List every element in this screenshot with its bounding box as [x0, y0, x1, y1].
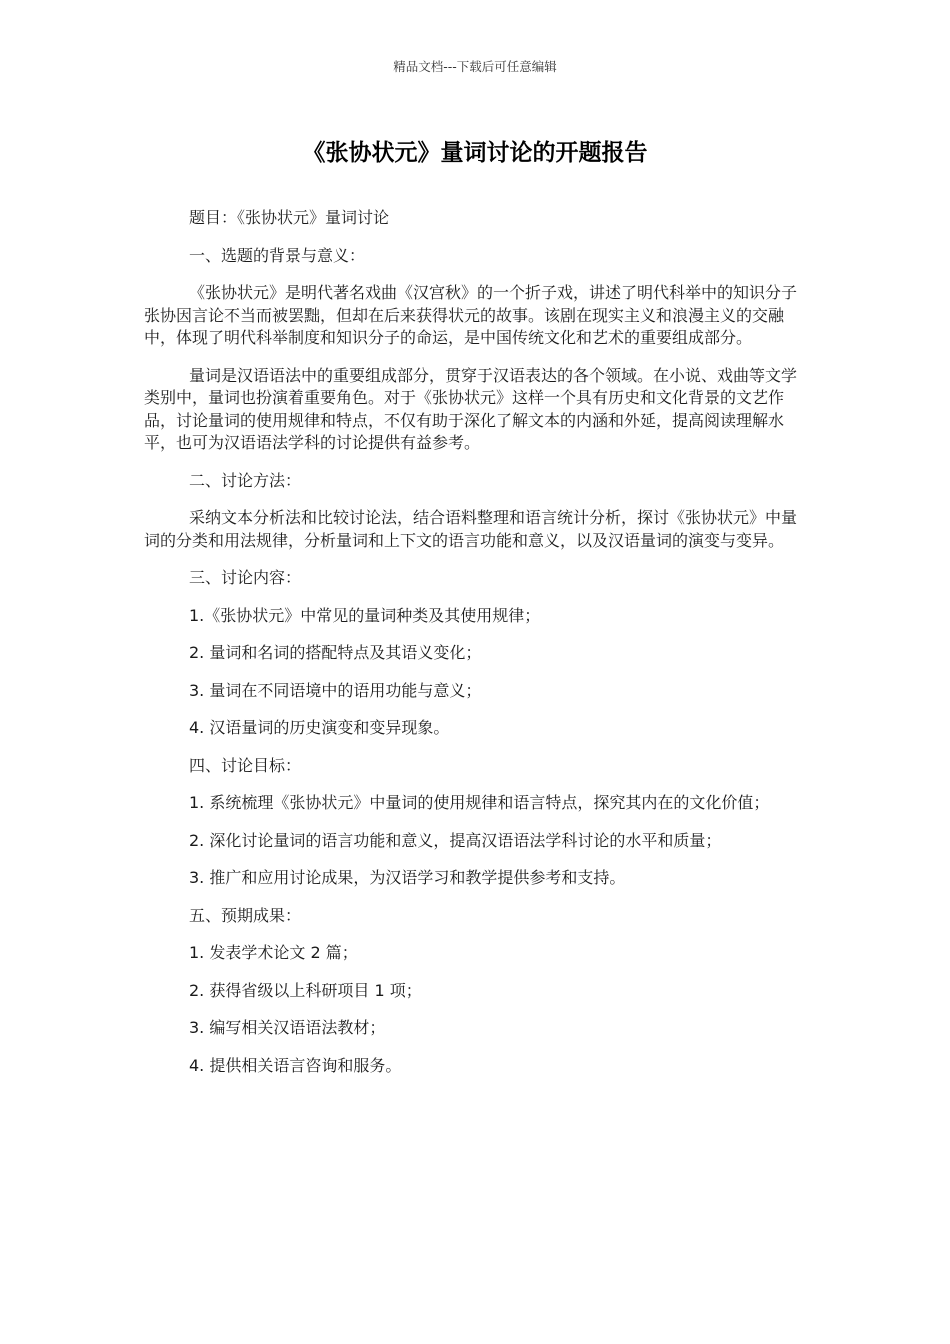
list-item: 3. 编写相关汉语语法教材； — [189, 1018, 386, 1037]
paragraph-background: 《张协状元》是明代著名戏曲《汉宫秋》的一个折子戏，讲述了明代科举中的知识分子张协因言论不当而被罢黜，但却在后来获得状元的故事。该剧在现实主义和浪漫主义的交融中，体现了明代科举制度和知识分子的命运，是中国传统文化和艺术的重要组成部分。 — [144, 283, 798, 347]
list-item: 4. 汉语量词的历史演变和变异现象。 — [189, 718, 450, 737]
paragraph-method: 采纳文本分析法和比较讨论法，结合语料整理和语言统计分析，探讨《张协状元》中量词的分类和用法规律，分析量词和上下文的语言功能和意义，以及汉语量词的演变与变异。 — [144, 508, 798, 550]
list-item: 4. 提供相关语言咨询和服务。 — [189, 1055, 402, 1075]
topic-line: 题目：《张协状元》量词讨论 — [189, 208, 390, 227]
paragraph-significance: 量词是汉语语法中的重要组成部分，贯穿于汉语表达的各个领域。在小说、戏曲等文学类别中，量词也扮演着重要角色。对于《张协状元》这样一个具有历史和文化背景的文艺作品，讨论量词的使用规律和特点，不仅有助于深化了解文本的内涵和外延，提高阅读理解水平，也可为汉语语法学科的讨论提供有益参考。 — [144, 365, 798, 452]
list-item: 2. 获得省级以上科研项目 1 项； — [189, 980, 422, 1000]
section-heading-results: 五、预期成果： — [189, 905, 302, 925]
list-item: 3. 推广和应用讨论成果，为汉语学习和教学提供参考和支持。 — [189, 868, 626, 887]
list-item: 1.《张协状元》中常见的量词种类及其使用规律； — [189, 605, 541, 625]
list-item: 2. 深化讨论量词的语言功能和意义，提高汉语语法学科讨论的水平和质量； — [189, 830, 722, 850]
list-item: 1. 系统梳理《张协状元》中量词的使用规律和语言特点，探究其内在的文化价值； — [189, 793, 770, 812]
header-note: 精品文档---下载后可任意编辑 — [393, 59, 557, 74]
list-item: 2. 量词和名词的搭配特点及其语义变化； — [189, 643, 482, 662]
section-heading-goals: 四、讨论目标： — [189, 755, 302, 775]
section-heading-content: 三、讨论内容： — [189, 568, 302, 587]
page-title: 《张协状元》量词讨论的开题报告 — [302, 140, 648, 166]
document-body — [144, 207, 806, 1092]
section-heading-background: 一、选题的背景与意义： — [189, 245, 366, 265]
section-heading-method: 二、讨论方法： — [189, 470, 302, 490]
list-item: 3. 量词在不同语境中的语用功能与意义； — [189, 680, 482, 700]
list-item: 1. 发表学术论文 2 篇； — [189, 943, 358, 962]
